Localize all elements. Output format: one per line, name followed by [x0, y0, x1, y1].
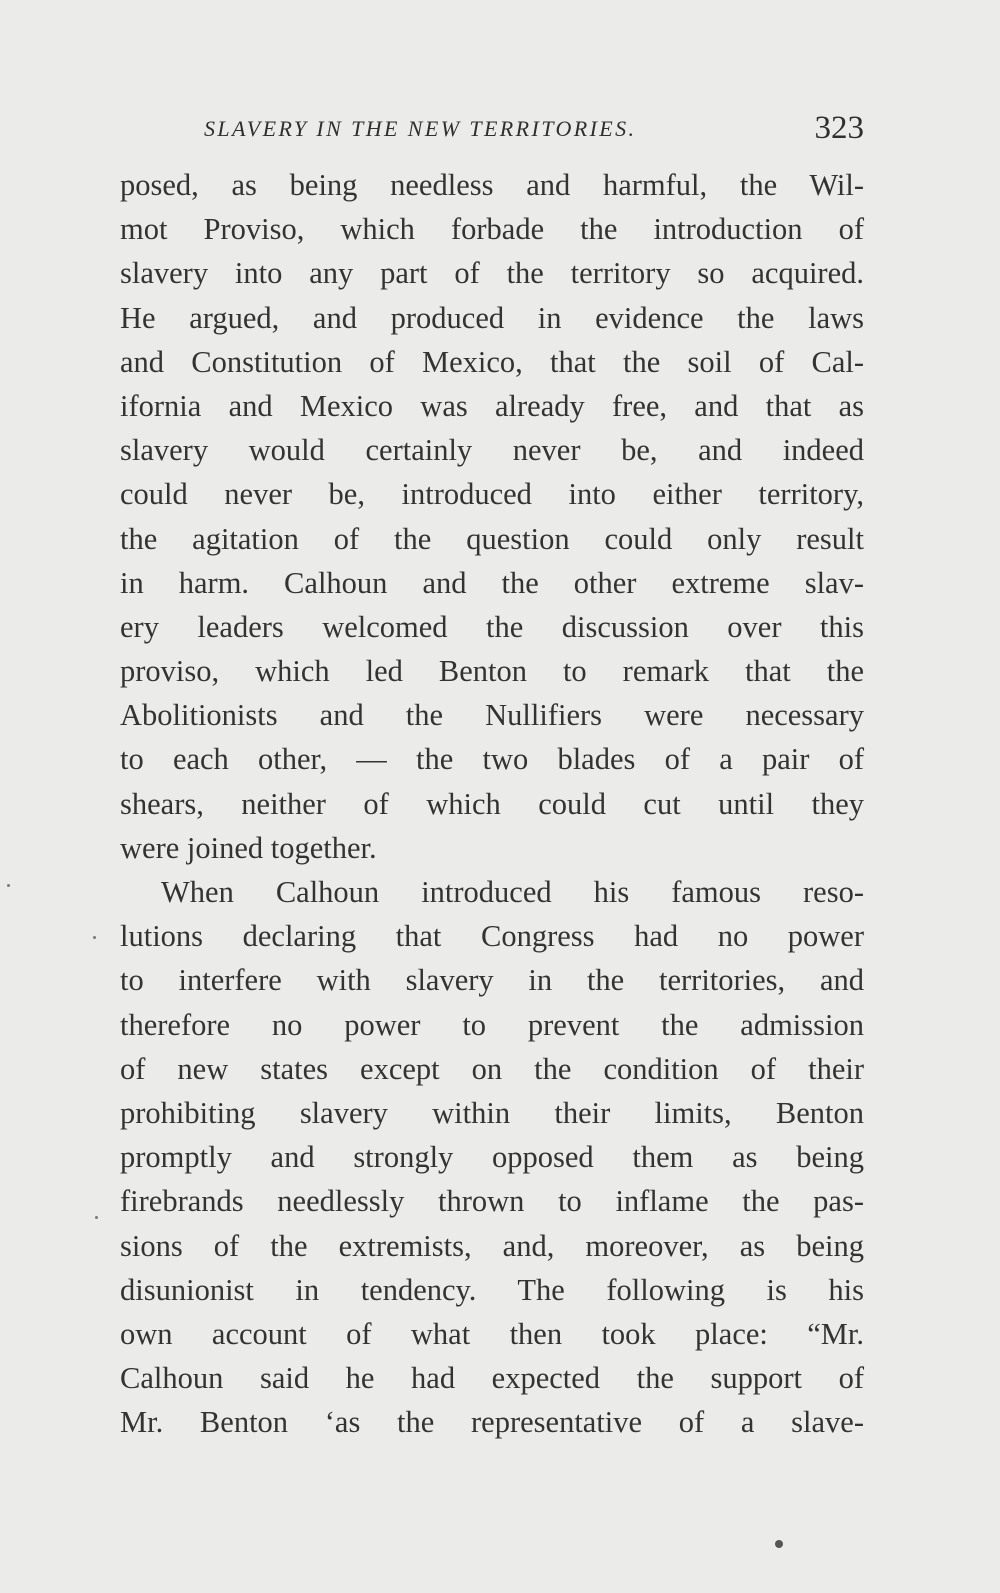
- text-line: ery leaders welcomed the discussion over this: [120, 609, 864, 644]
- text-line: When Calhoun introduced his famous reso-: [161, 875, 864, 909]
- body-text: [120, 163, 864, 1444]
- text-line: to each other, — the two blades of a pair of: [120, 742, 864, 777]
- text-line: in harm. Calhoun and the other extreme slav-: [120, 565, 864, 600]
- text-line: to interfere with slavery in the territories, and: [120, 963, 864, 998]
- text-line: sions of the extremists, and, moreover, as being: [120, 1228, 864, 1263]
- ink-speck: [775, 1540, 783, 1548]
- text-line: ifornia and Mexico was already free, and that as: [120, 388, 864, 423]
- text-line: shears, neither of which could cut until they: [120, 786, 864, 821]
- text-line: of new states except on the condition of their: [120, 1051, 864, 1086]
- text-line: could never be, introduced into either territory,: [120, 477, 864, 512]
- paragraph: [120, 870, 864, 1444]
- text-line: disunionist in tendency. The following is his: [120, 1272, 864, 1307]
- paper-mark: [7, 884, 10, 887]
- running-head: [120, 112, 864, 152]
- text-line: slavery would certainly never be, and indeed: [120, 433, 864, 468]
- text-line: the agitation of the question could only result: [120, 521, 864, 556]
- text-line: lutions declaring that Congress had no power: [120, 919, 864, 954]
- page-number: 323: [814, 110, 864, 146]
- text-line: own account of what then took place: “Mr.: [120, 1316, 864, 1351]
- text-line: proviso, which led Benton to remark that the: [120, 654, 864, 689]
- text-line: and Constitution of Mexico, that the soil of Cal-: [120, 344, 864, 379]
- running-title: SLAVERY IN THE NEW TERRITORIES.: [204, 116, 637, 141]
- text-line: slavery into any part of the territory so acquired.: [120, 256, 864, 291]
- text-line: Abolitionists and the Nullifiers were necessary: [120, 698, 864, 733]
- text-line: were joined together.: [120, 830, 377, 865]
- paper-mark: [93, 936, 96, 939]
- text-line: Mr. Benton ‘as the representative of a slave-: [120, 1405, 864, 1440]
- text-line: promptly and strongly opposed them as being: [120, 1140, 864, 1175]
- text-line: posed, as being needless and harmful, the Wil-: [120, 168, 864, 202]
- paper-mark: [95, 1216, 98, 1219]
- text-line: mot Proviso, which forbade the introduction of: [120, 212, 864, 247]
- paragraph: [120, 163, 864, 870]
- text-line: therefore no power to prevent the admission: [120, 1007, 864, 1042]
- text-line: firebrands needlessly thrown to inflame the pas-: [120, 1184, 864, 1219]
- text-line: prohibiting slavery within their limits, Benton: [120, 1095, 864, 1130]
- text-line: He argued, and produced in evidence the laws: [120, 300, 864, 335]
- text-line: Calhoun said he had expected the support of: [120, 1361, 864, 1396]
